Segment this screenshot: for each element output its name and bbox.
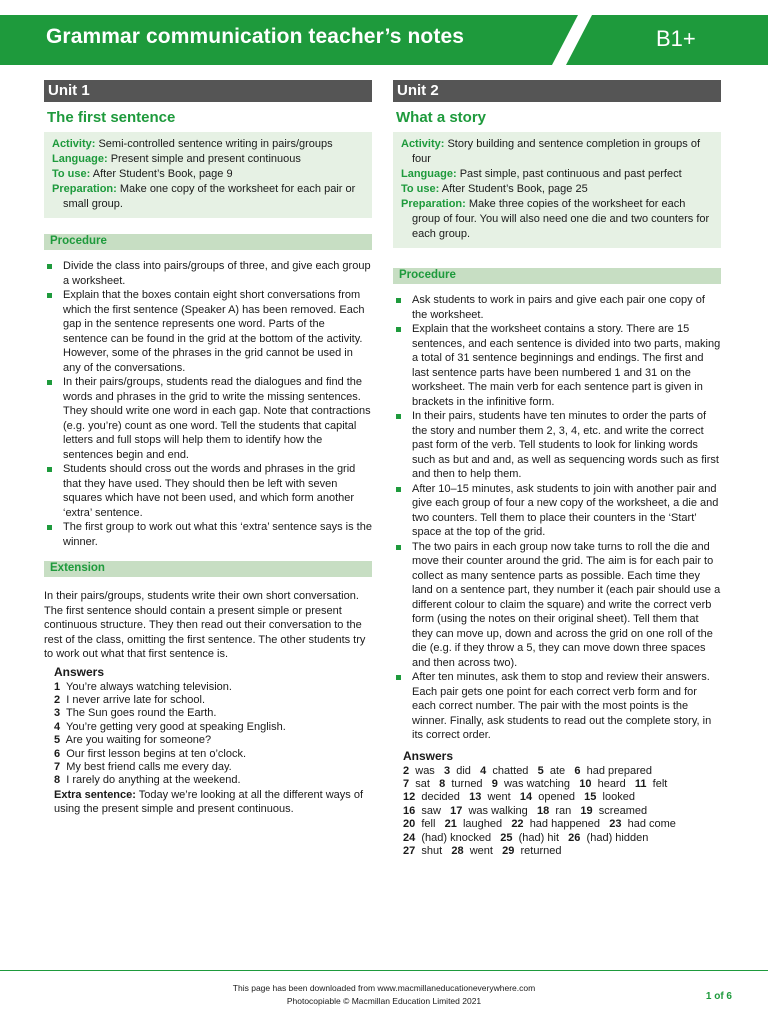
footer-divider — [0, 970, 768, 971]
info-row — [401, 197, 713, 242]
answer-number: 16 — [403, 804, 416, 817]
info-key: Language: — [52, 153, 108, 165]
unit2-info-box — [393, 132, 721, 248]
list-item: After 10–15 minutes, ask students to join with another pair and give each group of four a new copy of the worksheet, a die and two counters. Tell them to place their counters in the ‘Start’ space at the top of the grid. — [393, 482, 721, 540]
info-value: Semi-controlled sentence writing in pairs/groups — [98, 138, 333, 150]
answer-line — [403, 778, 721, 791]
answer-number: 23 — [609, 818, 622, 831]
answer-number: 20 — [403, 818, 416, 831]
answer-text: shut — [421, 844, 443, 857]
answer-number: 13 — [469, 791, 482, 804]
answer-number: 8 — [439, 777, 446, 790]
procedure-heading: Procedure — [393, 268, 721, 284]
unit2-column — [393, 80, 721, 858]
answers-heading: Answers — [403, 748, 454, 763]
info-key: Preparation: — [401, 198, 466, 210]
answer-number: 15 — [584, 791, 597, 804]
answer-text: had happened — [529, 818, 601, 831]
info-value: After Student’s Book, page 25 — [441, 183, 588, 195]
answer-text: was watching — [503, 777, 571, 790]
level-badge: B1+ — [656, 26, 696, 51]
unit1-title: The first sentence — [47, 109, 176, 126]
answer-number: 22 — [511, 818, 524, 831]
answer-text: was — [415, 764, 435, 777]
answer-number: 7 — [403, 777, 410, 790]
unit2-bar: Unit 2 — [393, 80, 721, 102]
answer-number: 17 — [450, 804, 463, 817]
answer-text: (had) hit — [518, 831, 559, 844]
info-value: Make one copy of the worksheet for each pair or small group. — [63, 183, 356, 210]
info-key: Preparation: — [52, 183, 117, 195]
answer-text: had come — [627, 818, 676, 831]
answer-text: ate — [549, 764, 566, 777]
answers-heading: Answers — [54, 664, 105, 679]
answer-line — [403, 845, 721, 858]
answer-text: decided — [421, 791, 460, 804]
answer-text: went — [469, 844, 493, 857]
answer-number: 19 — [580, 804, 593, 817]
answer-text: fell — [421, 818, 436, 831]
answer-number: 5 — [537, 764, 544, 777]
unit1-answers — [44, 681, 372, 816]
list-item: Explain that the worksheet contains a story. There are 15 sentences, and each sentence is divided into two parts, making a total of 31 sentence beginnings and endings. The first and last sentence parts have been numbered 1 and 31 on the worksheet. The main verb for each sentence part is given in brackets in the infinitive form. — [393, 322, 721, 409]
extension-text: In their pairs/groups, students write their own short conversation. The first sentence should contain a present simple or present continuous structure. They then read out their conversation to the rest of the class, omitting the first sentence. The other students try to work out what that first sentence is. — [44, 590, 366, 660]
answer-text: saw — [421, 804, 441, 817]
answer-number: 26 — [568, 831, 581, 844]
answer-line: 1 You’re always watching television. — [54, 680, 232, 693]
info-row — [52, 182, 364, 212]
answer-number: 4 — [480, 764, 487, 777]
info-value: Present simple and present continuous — [110, 153, 301, 165]
info-value: Past simple, past continuous and past perfect — [459, 168, 682, 180]
answer-number: 3 — [443, 764, 451, 777]
answer-text: felt — [652, 777, 668, 790]
info-key: Language: — [401, 168, 457, 180]
info-row — [52, 152, 364, 167]
answer-number: 18 — [536, 804, 550, 817]
info-key: To use: — [52, 168, 91, 180]
answer-text: (had) knocked — [421, 831, 492, 844]
list-item: In their pairs/groups, students read the dialogues and find the words and phrases in the grid to write the missing sentences. They should write one word in each gap. Note that contractions (e.g. you’re) count as one word. Tell the students that capital letters and full stops will help them to identify how the sentences begin and end. — [44, 375, 372, 462]
answer-text: chatted — [492, 764, 529, 777]
info-row — [401, 182, 713, 197]
answer-number: 29 — [502, 844, 515, 857]
page-header — [0, 15, 768, 65]
answer-line: 8 I rarely do anything at the weekend. — [54, 774, 241, 787]
page-number: 1 of 6 — [705, 991, 732, 1002]
list-item: Divide the class into pairs/groups of three, and give each group a worksheet. — [44, 259, 372, 288]
info-row — [401, 137, 713, 167]
answer-line: 3 The Sun goes round the Earth. — [54, 707, 217, 720]
list-item: Explain that the boxes contain eight short conversations from which the first sentence (Speaker A) has been removed. Each gap in the sentence represents one word. Parts of the sentence can be found in the grid at the bottom of the activity. However, some of the phrases in the grid cannot be used in any of the conversations. — [44, 288, 372, 375]
answer-text: looked — [602, 791, 635, 804]
answer-line — [403, 818, 721, 831]
answer-number: 27 — [403, 844, 416, 857]
info-key: Activity: — [401, 138, 445, 150]
answer-number: 28 — [451, 844, 464, 857]
answer-line — [403, 791, 721, 804]
answer-text: was walking — [468, 804, 528, 817]
info-value: Make three copies of the worksheet for each group of four. You will also need one die and two counters for each group. — [412, 198, 710, 240]
footer-copyright: Photocopiable © Macmillan Education Limited 2021 — [286, 996, 482, 1006]
list-item: In their pairs, students have ten minutes to order the parts of the story and number them 2, 3, 4, etc. and write the correct past form of the verb. Tell students to look for linking words such as but and and, as well as sequencing words such as first and then to help them. — [393, 409, 721, 482]
unit1-column — [44, 80, 372, 816]
list-item: After ten minutes, ask them to stop and review their answers. Each pair gets one point for each correct verb form and for each correct number. The pair with the most points is the winner. Finally, ask students to read out the complete story, in its correct order. — [393, 670, 721, 743]
answer-text: opened — [538, 791, 575, 804]
footer-download-note: This page has been downloaded from www.macmillaneducationeverywhere.com — [232, 983, 536, 993]
answer-text: sat — [415, 777, 430, 790]
answer-text: screamed — [598, 804, 648, 817]
list-item: The first group to work out what this ‘extra’ sentence says is the winner. — [44, 520, 372, 549]
unit2-title: What a story — [396, 109, 487, 126]
answer-number: 11 — [634, 777, 647, 790]
info-row — [52, 167, 364, 182]
list-item: Students should cross out the words and phrases in the grid that they have used. They should then be left with seven squares which have not been used, and which form another ‘extra’ sentence. — [44, 462, 372, 520]
answer-text: had prepared — [586, 764, 653, 777]
answer-line — [403, 832, 721, 845]
answer-line — [403, 765, 721, 778]
answer-text: laughed — [462, 818, 503, 831]
answer-text: heard — [597, 777, 626, 790]
header-title: Grammar communication teacher’s notes — [46, 25, 464, 48]
answer-text: returned — [520, 844, 562, 857]
unit1-bar: Unit 1 — [44, 80, 372, 102]
info-row — [52, 137, 364, 152]
answer-number: 21 — [444, 818, 457, 831]
answer-number: 14 — [519, 791, 533, 804]
unit1-info-box — [44, 132, 372, 218]
answer-number: 25 — [500, 831, 513, 844]
unit2-answers — [393, 765, 721, 859]
answer-number: 24 — [403, 831, 416, 844]
procedure-heading: Procedure — [44, 234, 372, 250]
info-key: Activity: — [52, 138, 96, 150]
answer-line: 6 Our first lesson begins at ten o’clock. — [54, 747, 246, 760]
list-item: Ask students to work in pairs and give each pair one copy of the worksheet. — [393, 293, 721, 322]
extension-heading: Extension — [44, 561, 372, 577]
answer-line: 7 My best friend calls me every day. — [54, 760, 232, 773]
info-row — [401, 167, 713, 182]
unit1-procedure-list — [44, 259, 372, 549]
answer-number: 10 — [579, 777, 592, 790]
info-value: Story building and sentence completion in groups of four — [412, 138, 701, 165]
answer-number: 2 — [403, 764, 410, 777]
answer-line: 5 Are you waiting for someone? — [54, 734, 212, 747]
answer-text: ran — [555, 804, 572, 817]
extra-sentence: Extra sentence: Today we’re looking at all the different ways of using the present simple and present continuous. — [54, 788, 363, 815]
answer-number: 9 — [491, 777, 498, 790]
unit2-procedure-list — [393, 293, 721, 743]
answer-text: did — [456, 764, 471, 777]
answer-text: went — [487, 791, 511, 804]
answer-line: 4 You’re getting very good at speaking English. — [54, 720, 286, 733]
list-item: The two pairs in each group now take turns to roll the die and move their counter around the grid. The aim is for each pair to collect as many sentence parts as possible. Each time they land on a sentence part, they number it (each pair should use a different colour to claim the square) and write the correct verb form (using the notes on their original sheet). Tell them that they can move up, down and across the grid on one roll of the die (e.g. if they throw a 5, they can move down three spaces and then across two). — [393, 540, 721, 671]
answer-line — [403, 805, 721, 818]
info-key: To use: — [401, 183, 440, 195]
answer-text: (had) hidden — [586, 831, 649, 844]
answer-text: turned — [451, 777, 483, 790]
footer — [0, 982, 768, 1008]
info-value: After Student’s Book, page 9 — [92, 168, 233, 180]
answer-line: 2 I never arrive late for school. — [54, 693, 206, 706]
answer-number: 12 — [403, 791, 416, 804]
answer-number: 6 — [574, 764, 581, 777]
